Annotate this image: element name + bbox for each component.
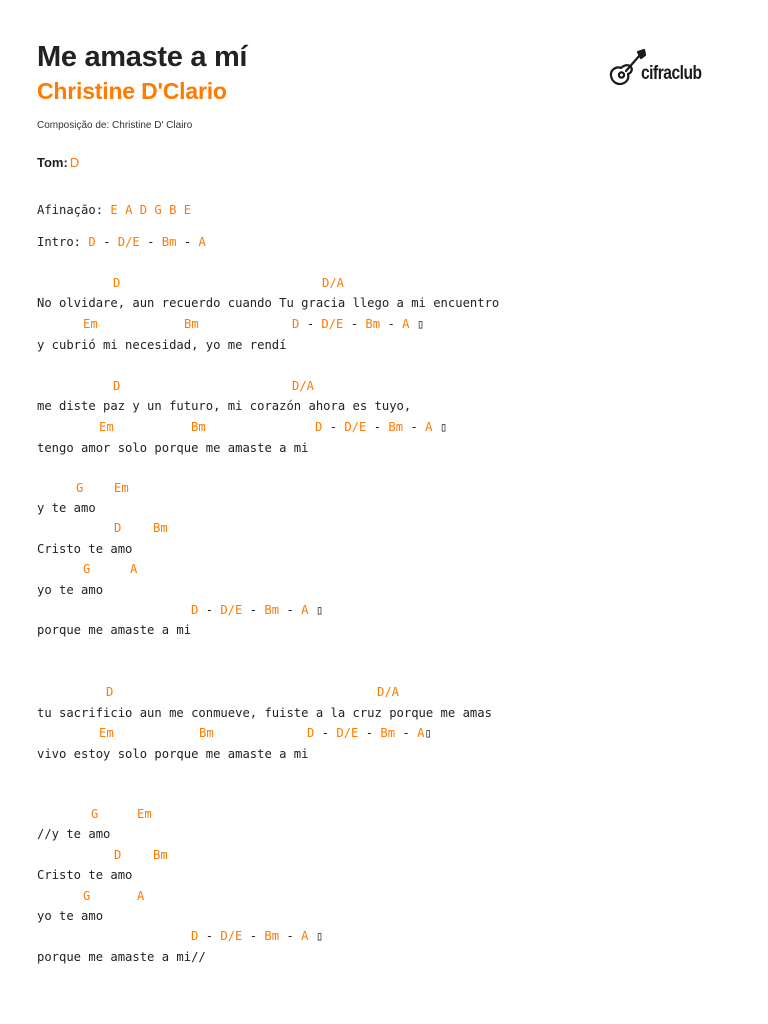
box-glyph: ▯ (315, 603, 324, 617)
chord[interactable]: D (191, 929, 199, 943)
chord-progression (307, 725, 432, 741)
chord[interactable]: A (425, 420, 433, 434)
dash: - (306, 317, 315, 331)
chord[interactable]: D (113, 276, 121, 290)
box-glyph: ▯ (416, 317, 425, 331)
lyric-line: y cubrió mi necesidad, yo me rendí (37, 338, 287, 352)
chord-progression (191, 928, 323, 944)
dash: - (183, 235, 192, 249)
lyric-line: y te amo (37, 501, 96, 515)
dash: - (249, 603, 258, 617)
chord[interactable]: D (88, 235, 96, 249)
dash: - (410, 420, 418, 434)
lyric-line: vivo estoy solo porque me amaste a mi (37, 747, 309, 761)
chord[interactable]: Bm (365, 317, 381, 331)
chord[interactable]: A (402, 317, 410, 331)
composer-credit: Composição de: Christine D' Clairo (37, 120, 193, 131)
dash: - (103, 235, 111, 249)
chord[interactable]: D (114, 521, 122, 535)
chord[interactable]: A (130, 562, 138, 576)
chord[interactable]: D/E (336, 726, 359, 740)
dash: - (147, 235, 155, 249)
lyric-line: yo te amo (37, 909, 104, 923)
chord[interactable]: A (137, 889, 145, 903)
chord[interactable]: Bm (184, 317, 199, 331)
lyric-line: yo te amo (37, 583, 104, 597)
box-glyph: ▯ (439, 420, 448, 434)
chord[interactable]: D/A (377, 685, 400, 699)
intro-line (37, 234, 206, 250)
lyric-line: tengo amor solo porque me amaste a mi (37, 441, 309, 455)
lyric-line: porque me amaste a mi// (37, 950, 206, 964)
chord[interactable]: Bm (264, 603, 280, 617)
chord[interactable]: A (417, 726, 425, 740)
lyric-line: //y te amo (37, 827, 111, 841)
chord[interactable]: Bm (199, 726, 214, 740)
tuning-line (37, 202, 191, 218)
chord[interactable]: Em (99, 420, 114, 434)
dash: - (402, 726, 410, 740)
dash: - (286, 929, 294, 943)
dash: - (329, 420, 338, 434)
chord[interactable]: D/E (220, 603, 243, 617)
dash: - (249, 929, 258, 943)
intro-label: Intro: (37, 235, 82, 249)
chord[interactable]: A (301, 603, 309, 617)
artist-name[interactable]: Christine D'Clario (37, 78, 227, 104)
tuning-label: Afinação: (37, 203, 104, 217)
tuning-value: E A D G B E (110, 203, 192, 217)
chord-progression (315, 419, 447, 435)
chord[interactable]: Bm (191, 420, 206, 434)
key-indicator (37, 154, 79, 172)
logo-wordmark: cifraclub (641, 63, 702, 84)
chord[interactable]: D (113, 379, 121, 393)
chord[interactable]: Em (99, 726, 114, 740)
dash: - (365, 726, 374, 740)
chord[interactable]: D (191, 603, 199, 617)
lyric-line: Cristo te amo (37, 542, 133, 556)
chord[interactable]: D/E (344, 420, 367, 434)
chord[interactable]: Bm (264, 929, 280, 943)
tom-label: Tom: (37, 155, 68, 170)
chord[interactable]: D/A (322, 276, 345, 290)
tom-key[interactable]: D (69, 155, 80, 170)
song-title: Me amaste a mí (37, 41, 248, 73)
chord[interactable]: Em (114, 481, 129, 495)
chord[interactable]: D (307, 726, 315, 740)
chord[interactable]: Em (137, 807, 152, 821)
chord[interactable]: A (301, 929, 309, 943)
box-glyph: ▯ (315, 929, 324, 943)
chord[interactable]: D/E (220, 929, 243, 943)
lyric-line: Cristo te amo (37, 868, 133, 882)
chord[interactable]: Bm (161, 235, 177, 249)
lyric-line: No olvidare, aun recuerdo cuando Tu gracia llego a mi encuentro (37, 296, 500, 310)
chord[interactable]: D/A (292, 379, 315, 393)
chord[interactable]: D (315, 420, 323, 434)
dash: - (321, 726, 330, 740)
cifraclub-logo[interactable] (607, 46, 722, 94)
dash: - (286, 603, 294, 617)
dash: - (373, 420, 382, 434)
dash: - (350, 317, 359, 331)
chord-progression (191, 602, 323, 618)
lyric-line: me diste paz y un futuro, mi corazón ahora es tuyo, (37, 399, 412, 413)
lyric-line: porque me amaste a mi (37, 623, 192, 637)
chord[interactable]: G (76, 481, 84, 495)
dash: - (205, 929, 214, 943)
chord[interactable]: G (91, 807, 99, 821)
chord[interactable]: D/E (321, 317, 344, 331)
dash: - (205, 603, 214, 617)
chord[interactable]: Bm (153, 848, 168, 862)
chord[interactable]: Bm (153, 521, 168, 535)
chord[interactable]: G (83, 562, 91, 576)
chord[interactable]: Bm (380, 726, 396, 740)
chord[interactable]: D/E (117, 235, 140, 249)
chord-progression (292, 316, 424, 332)
chord[interactable]: G (83, 889, 91, 903)
dash: - (387, 317, 395, 331)
chord[interactable]: Bm (388, 420, 404, 434)
box-glyph: ▯ (424, 726, 432, 740)
chord[interactable]: D (292, 317, 300, 331)
lyric-line: tu sacrificio aun me conmueve, fuiste a la cruz porque me amas (37, 706, 492, 720)
chord[interactable]: Em (83, 317, 98, 331)
chord[interactable]: D (114, 848, 122, 862)
chord[interactable]: A (198, 235, 206, 249)
chord[interactable]: D (106, 685, 114, 699)
